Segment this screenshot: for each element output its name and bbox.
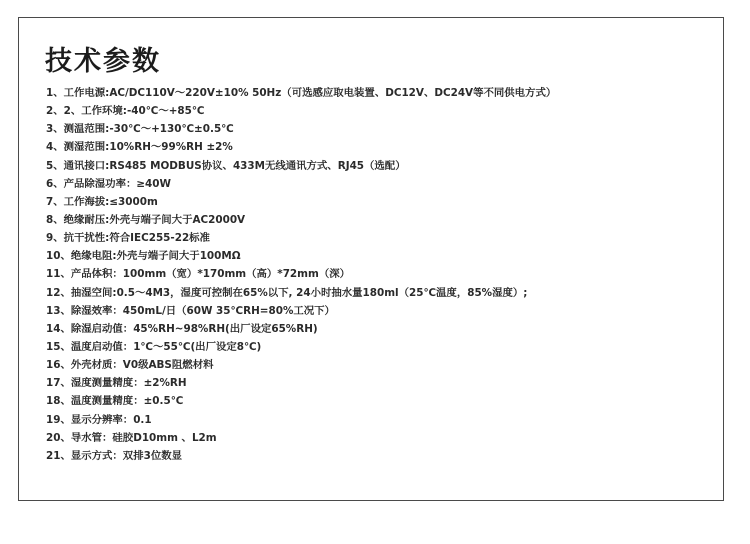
spec-item: 16、外壳材质：V0级ABS阻燃材料 [46, 359, 214, 372]
spec-item: 21、显示方式：双排3位数显 [46, 449, 182, 462]
spec-item: 4、测湿范围:10%RH～99%RH ±2% [46, 141, 233, 154]
spec-item: 18、温度测量精度：±0.5℃ [46, 395, 184, 408]
spec-item: 19、显示分辨率：0.1 [46, 413, 152, 426]
spec-item: 5、通讯接口:RS485 MODBUS协议、433M无线通讯方式、RJ45（选配） [46, 159, 406, 172]
spec-item: 2、2、工作环境:-40℃～+85℃ [46, 105, 205, 118]
spec-item: 13、除湿效率：450mL/日（60W 35℃RH=80%工况下） [46, 304, 335, 317]
spec-item: 12、抽湿空间:0.5～4M3，湿度可控制在65%以下, 24小时抽水量180ml（25℃温度，85%湿度）; [46, 286, 528, 299]
spec-item: 14、除湿启动值：45%RH~98%RH(出厂设定65%RH) [46, 322, 318, 335]
spec-list [46, 84, 556, 465]
spec-item: 8、绝缘耐压:外壳与端子间大于AC2000V [46, 213, 246, 226]
spec-item: 1、工作电源:AC/DC110V～220V±10% 50Hz（可选感应取电装置、DC12V、DC24V等不同供电方式） [46, 87, 557, 99]
spec-item: 9、抗干扰性:符合IEC255-22标准 [46, 232, 210, 245]
document-title: 技术参数 [45, 46, 161, 77]
spec-item: 10、绝缘电阻:外壳与端子间大于100MΩ [46, 250, 241, 263]
spec-item: 20、导水管：硅胶D10mm 、L2m [46, 431, 217, 444]
spec-item: 11、产品体积：100mm（宽）*170mm（高）*72mm（深） [46, 268, 350, 281]
spec-sheet-frame [18, 17, 724, 501]
spec-item: 15、温度启动值：1℃～55℃(出厂设定8℃) [46, 340, 262, 353]
spec-item: 6、产品除湿功率：≥40W [46, 177, 171, 190]
spec-item: 7、工作海拔:≤3000m [46, 195, 158, 208]
spec-item: 17、湿度测量精度：±2%RH [46, 377, 187, 390]
spec-item: 3、测温范围:-30℃～+130℃±0.5℃ [46, 123, 234, 136]
